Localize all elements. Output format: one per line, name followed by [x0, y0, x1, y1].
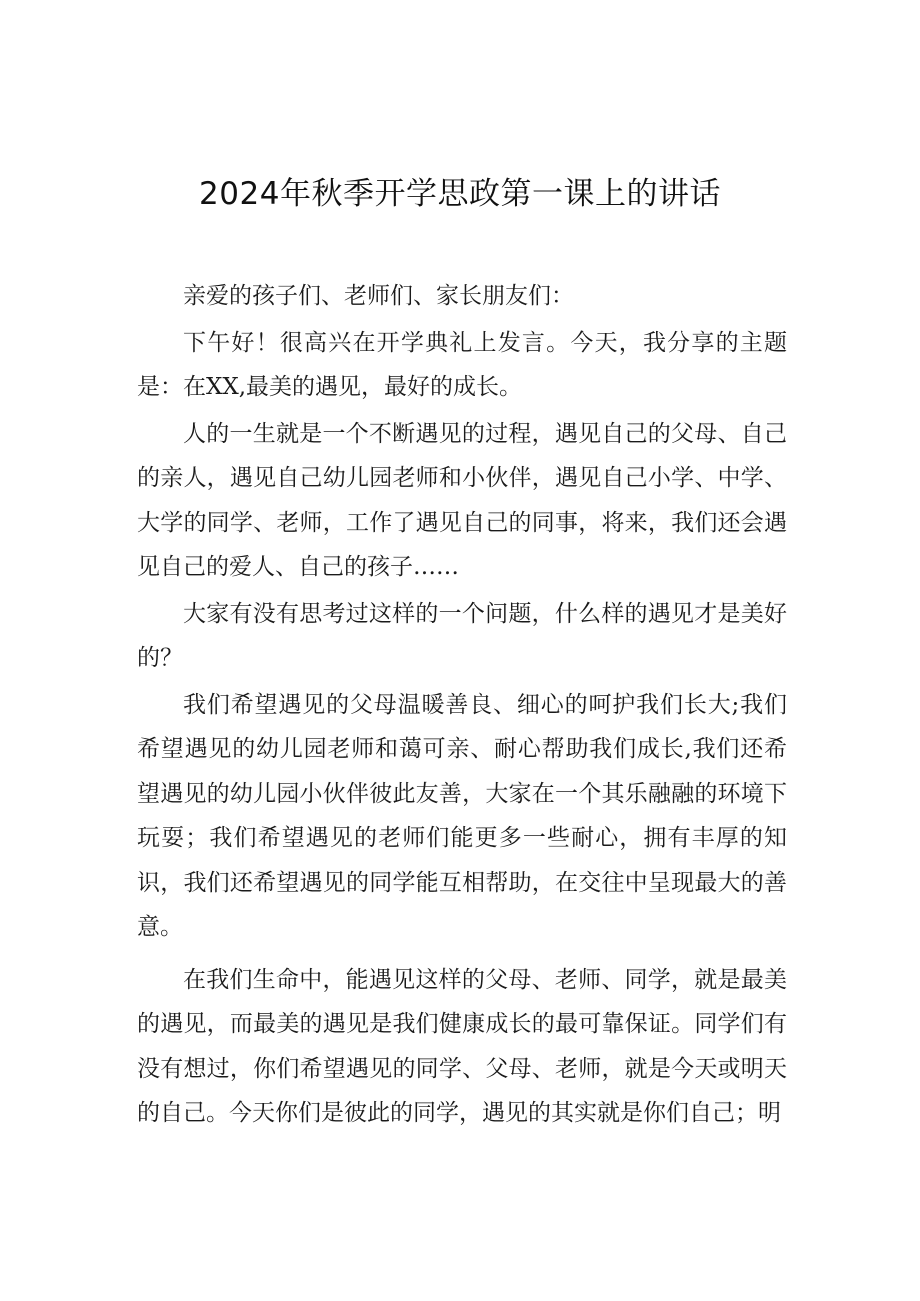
- paragraph-opening: 下午好！很高兴在开学典礼上发言。今天，我分享的主题是：在XX,最美的遇见，最好的成长。: [137, 329, 787, 400]
- paragraph-greeting: 亲爱的孩子们、老师们、家长朋友们：: [183, 283, 574, 309]
- paragraph-best-encounter: 在我们生命中，能遇见这样的父母、老师、同学，就是最美的遇见，而最美的遇见是我们健康成长的最可靠保证。同学们有没有想过，你们希望遇见的同学、父母、老师，就是今天或明天的自己。今天你们是彼此的同学，遇见的其实就是你们自己；明: [137, 966, 787, 1126]
- document-title: 2024年秋季开学思政第一课上的讲话: [199, 176, 721, 212]
- paragraph-hopes: 我们希望遇见的父母温暖善良、细心的呵护我们长大;我们希望遇见的幼儿园老师和蔼可亲、耐心帮助我们成长,我们还希望遇见的幼儿园小伙伴彼此友善，大家在一个其乐融融的环境下玩耍；我们希望遇见的老师们能更多一些耐心，拥有丰厚的知识，我们还希望遇见的同学能互相帮助，在交往中呈现最大的善意。: [137, 691, 787, 940]
- paragraph-question: 大家有没有思考过这样的一个问题，什么样的遇见才是美好的？: [137, 600, 787, 671]
- paragraph-encounters: 人的一生就是一个不断遇见的过程，遇见自己的父母、自己的亲人，遇见自己幼儿园老师和小伙伴，遇见自己小学、中学、大学的同学、老师，工作了遇见自己的同事，将来，我们还会遇见自己的爱人、自己的孩子……: [137, 420, 787, 580]
- document-body: [137, 274, 787, 1138]
